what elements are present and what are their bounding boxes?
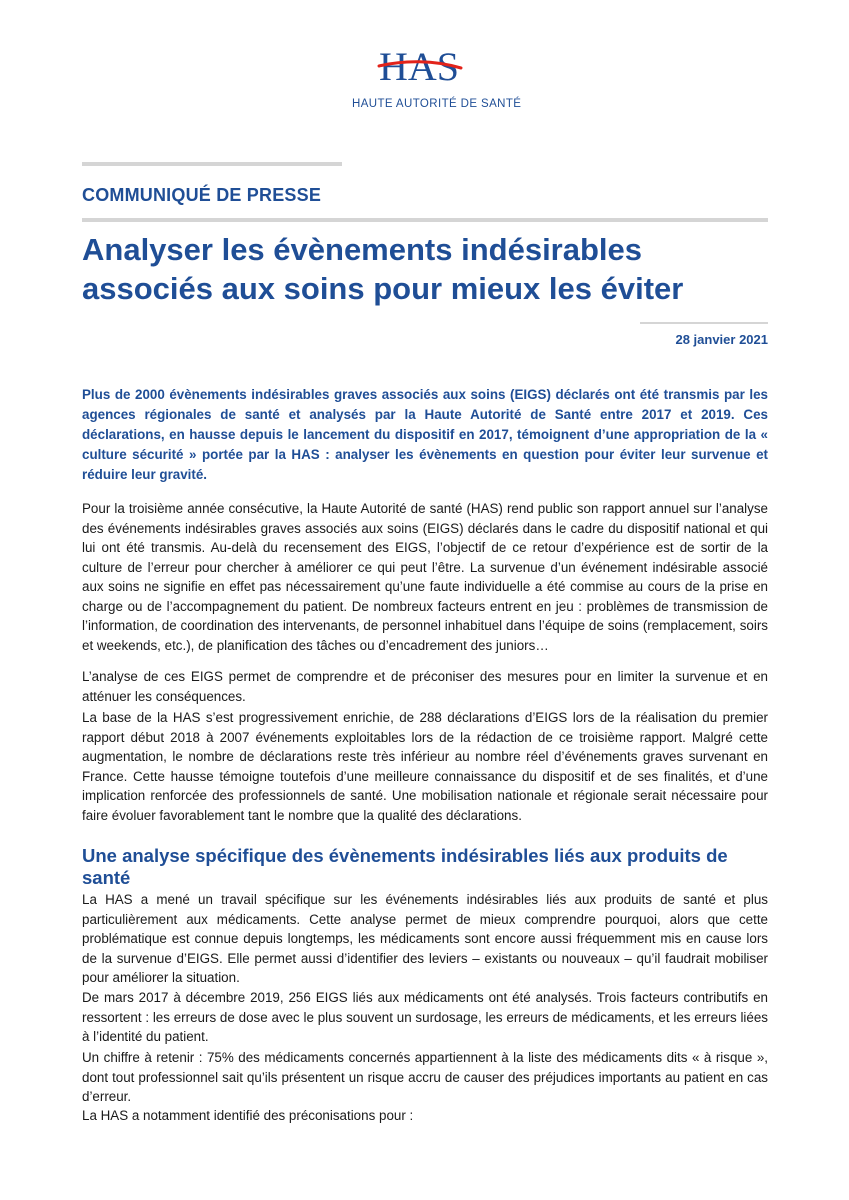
has-logo-mark (349, 42, 489, 88)
header-rule-short (82, 162, 342, 166)
date-rule (640, 322, 768, 324)
section2-paragraph-1: La HAS a mené un travail spécifique sur les événements indésirables liés aux produits de santé et plus particulièrement aux médicaments. Cette analyse permet de mieux comprendre pourquoi, alors que cette problématique est connue depuis longtemps, les médicaments sont encore aussi fréquemment mis en cause lors de la survenue d’EIGS. Elle permet aussi d’identifier des leviers – existants ou nouveaux – qu’il faudrait mobiliser pour améliorer la situation. (82, 892, 768, 985)
body-paragraph-2: L’analyse de ces EIGS permet de comprendre et de préconiser des mesures pour en limiter la survenue et en atténuer les conséquences. (82, 669, 768, 704)
section2-paragraph-2: De mars 2017 à décembre 2019, 256 EIGS liés aux médicaments ont été analysés. Trois facteurs contributifs en ressortent : les erreurs de dose avec le plus souvent un surdosage, les erreurs de médicaments, et les erreurs liées à l’identité du patient. (82, 990, 768, 1044)
has-logo-acronym: HAS (378, 44, 460, 88)
page-title: Analyser les évènements indésirables associés aux soins pour mieux les éviter (82, 232, 684, 306)
body-paragraph-3: La base de la HAS s’est progressivement enrichie, de 288 déclarations d’EIGS lors de la réalisation du premier rapport début 2018 à 2007 événements exploitables lors de la rédaction de ce troisième rapport. Malgré cette augmentation, le nombre de déclarations reste très inférieur au nombre réel d’événements graves survenant en France. Cette hausse témoigne toutefois d’une meilleure connaissance du dispositif et de ses finalités, et d’une implication renforcée des professionnels de santé. Une mobilisation nationale et régionale serait nécessaire pour faire évoluer favorablement tant le nombre que la qualité des déclarations. (82, 710, 768, 823)
section-heading-products: Une analyse spécifique des évènements indésirables liés aux produits de santé (82, 845, 728, 888)
has-logo (349, 42, 529, 112)
lead-paragraph: Plus de 2000 évènements indésirables graves associés aux soins (EIGS) déclarés ont été transmis par les agences régionales de santé et analysés par la Haute Autorité de Santé entre 2017 et 2019. Ces déclarations, en hausse depuis le lancement du dispositif en 2017, témoignent d’une appropriation de la « culture sécurité » portée par la HAS : analyser les évènements en question pour éviter leur survenue et réduire leur gravité. (82, 387, 768, 482)
body-paragraph-1: Pour la troisième année consécutive, la Haute Autorité de santé (HAS) rend public son rapport annuel sur l’analyse des événements indésirables graves associés aux soins (EIGS) déclarés dans le cadre du dispositif national et qui lui ont été transmis. Au-delà du recensement des EIGS, l’objectif de ce retour d’expérience est de sortir de la culture de l’erreur pour chercher à améliorer ce qui peut l’être. La survenue d’un événement indésirable associé aux soins ne signifie en effet pas nécessairement qu’une faute individuelle a été commise au cours de la prise en charge ou de l’accompagnement du patient. De nombreux facteurs entrent en jeu : problèmes de transmission de l’information, de coordination des intervenants, de personnel inhabituel dans l’équipe de soins (remplacement, soirs et weekends, etc.), de planification des tâches ou d’encadrement des juniors… (82, 501, 768, 653)
section2-paragraph-3: Un chiffre à retenir : 75% des médicaments concernés appartiennent à la liste des médicaments dits « à risque », dont tout professionnel sait qu’ils présentent un risque accru de causer des préjudices importants au patient en cas d’erreur. (82, 1050, 768, 1104)
publication-date: 28 janvier 2021 (675, 332, 768, 347)
header-rule-long (82, 218, 768, 222)
section2-paragraph-4: La HAS a notamment identifié des préconisations pour : (82, 1108, 414, 1123)
document-type-label: COMMUNIQUÉ DE PRESSE (82, 185, 322, 205)
has-logo-subtitle: HAUTE AUTORITÉ DE SANTÉ (352, 98, 522, 110)
